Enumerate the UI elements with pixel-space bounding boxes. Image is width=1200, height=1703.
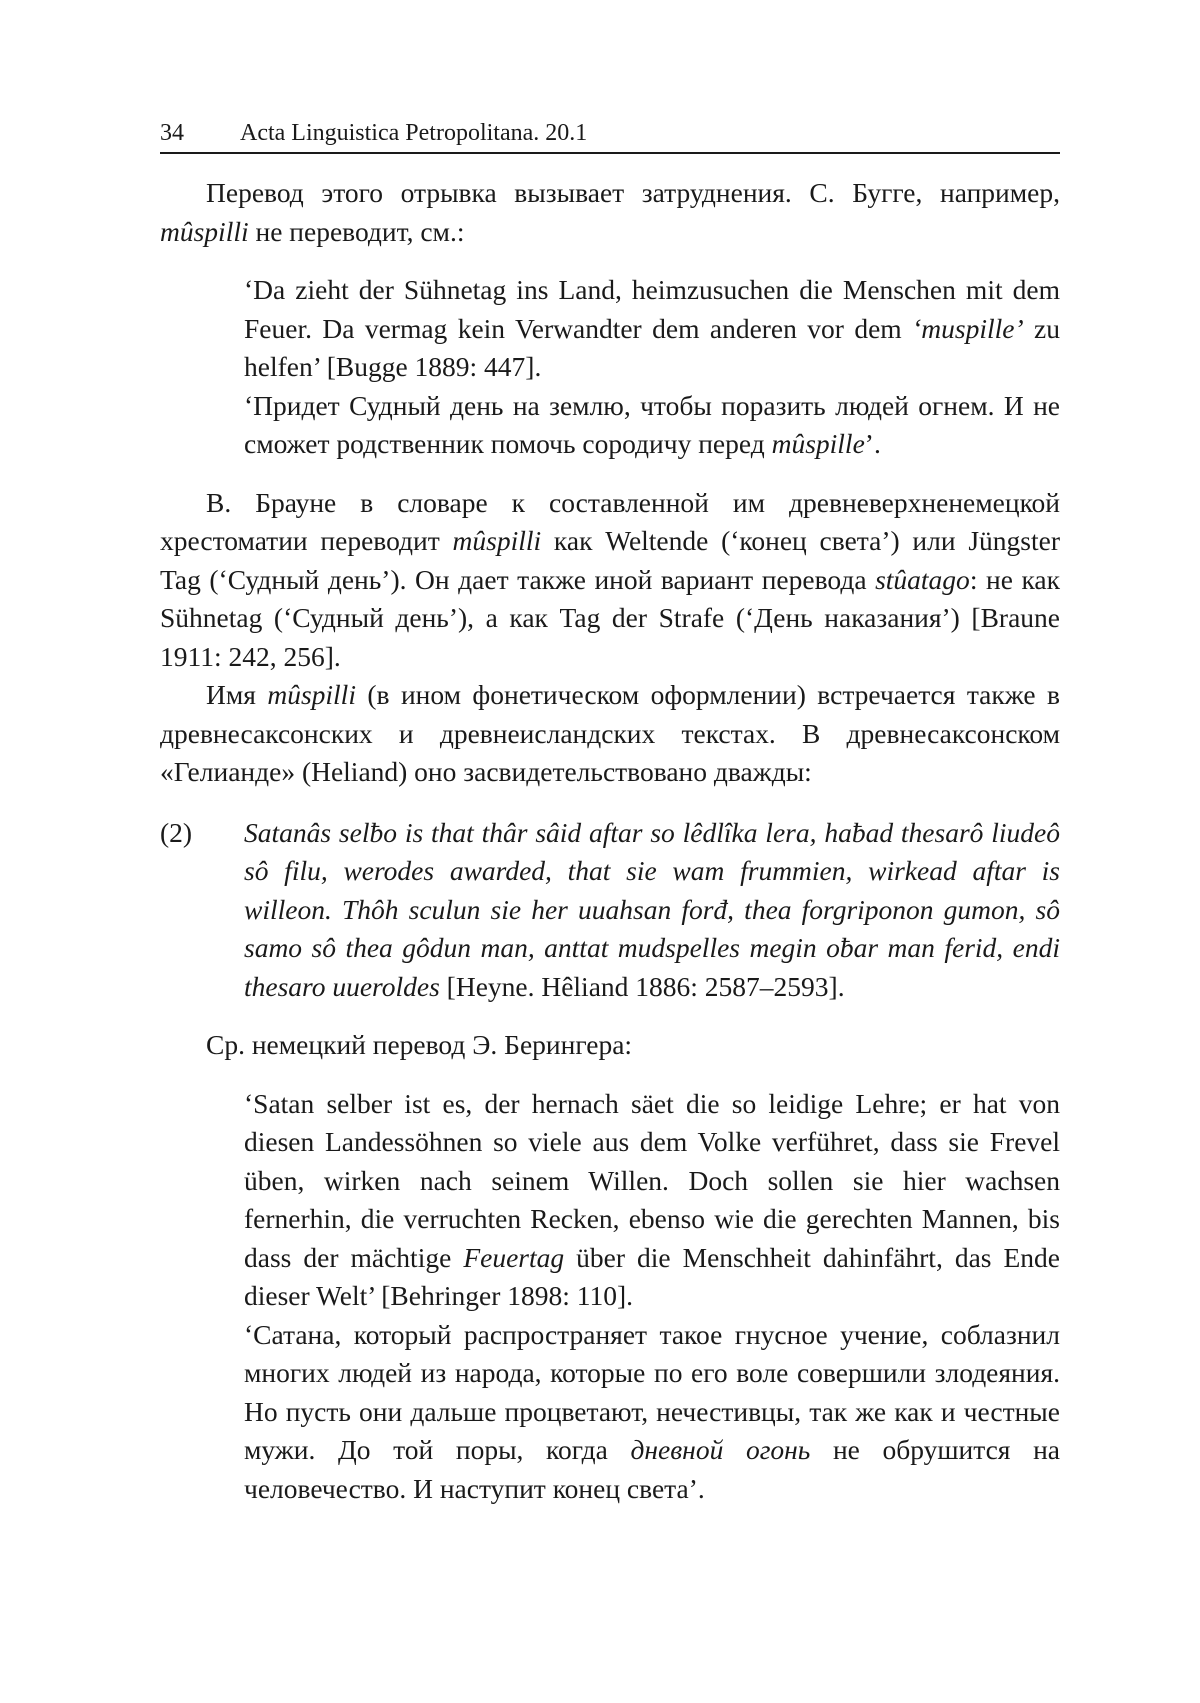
page: [160, 118, 1060, 1508]
main-text: [160, 174, 1060, 1508]
text-run: Имя: [206, 679, 268, 710]
italic-term: Feuertag: [463, 1241, 565, 1273]
paragraph-braune: [160, 484, 1060, 677]
example-heliand-text: [244, 814, 1060, 1007]
quote-behringer-russian: [160, 1316, 1060, 1509]
running-header: [160, 118, 1060, 154]
text-run: [Heyne. Hêliand 1886: 2587–2593].: [439, 970, 845, 1002]
text-run: (в ином фонетическом оформлении) встречается также в древнесаксонских и древнеисландских текстах. В древнесаксонском «Гелианде» (Heliand) оно засвидетельствовано дважды:: [160, 679, 1060, 787]
text-run: ‘Сатана, который распространяет такое гнусное учение, соблазнил многих людей из народа, которые по его воле совершили злодеяния. Но пусть они дальше процветают, нечестивцы, так же как и честные мужи. До той поры, когда: [244, 1318, 1060, 1465]
italic-term: ‘muspille’: [912, 312, 1024, 344]
quote-bugge-german: [160, 271, 1060, 387]
italic-term: mûspilli: [267, 679, 356, 710]
journal-title: Acta Linguistica Petropolitana. 20.1: [240, 120, 588, 146]
italic-term: mûspilli: [452, 525, 542, 556]
text-run: ’.: [864, 428, 881, 459]
italic-term: дневной огонь: [630, 1434, 811, 1465]
text-run: über die Menschheit dahinfährt, das Ende dieser Welt’ [Behringer 1898: 110].: [244, 1241, 1061, 1311]
text-run: ‘Придет Судный день на землю, чтобы поразить людей огнем. И не сможет родственник помочь сородичу перед: [244, 389, 1060, 459]
italic-term: mûspille: [771, 428, 865, 459]
example-2: [160, 814, 1060, 1007]
text-run: zu helfen’ [Bugge 1889: 447].: [244, 312, 1060, 382]
paragraph-muspilli-saxon: [160, 676, 1060, 792]
italic-term: stûatago: [875, 563, 970, 595]
text-run: Перевод этого отрывка вызывает затруднения. С. Бугге, например,: [206, 177, 1060, 208]
text-run: ‘Satan selber ist es, der hernach säet die so leidige Lehre; er hat von diesen Landessöhnen so viele aus dem Volke verführet, dass sie Frevel üben, wirken nach seinem Willen. Doch sollen sie hier wachsen fernerhin, die verruchten Recken, ebenso wie die gerechten Mannen, bis dass der mächtige: [244, 1087, 1060, 1273]
quote-behringer-german: [160, 1085, 1060, 1316]
paragraph-behringer-intro: Ср. немецкий перевод Э. Берингера:: [206, 1029, 633, 1060]
quote-bugge-russian: [160, 387, 1060, 464]
text-run: не обрушится на человечество. И наступит конец света’.: [244, 1434, 1060, 1504]
text-run: В. Брауне в словаре к составленной им древневерхненемецкой хрестоматии переводит: [160, 486, 1060, 556]
italic-old-saxon: Satanâs selƀo is that thâr sâid aftar so lêdlîka lera, haƀad thesarô liudeô sô filu, werodes awarded, that sie wam frummien, wirkead aftar is willeon. Thôh sculun sie her uuahsan forđ, thea forgriponon gumon, sô samo sô thea gôdun man, anttat mudspelles megin oƀar man ferid, endi thesaro uueroldes: [244, 816, 1060, 1002]
italic-term: mûspilli: [160, 215, 249, 247]
example-number: (2): [160, 816, 193, 848]
text-run: не переводит, см.:: [248, 215, 465, 247]
text-run: ‘Da zieht der Sühnetag ins Land, heimzusuchen die Menschen mit dem Feuer. Da vermag kein Verwandter dem anderen vor dem: [244, 274, 1060, 344]
text-run: как Weltende (‘конец света’) или Jüngster Tag (‘Судный день’). Он дает также иной вариант перевода: [160, 525, 1060, 595]
text-run: : не как Sühnetag (‘Судный день’), а как Tag der Strafe (‘День наказания’) [Braune 1911: 242, 256].: [160, 563, 1060, 672]
paragraph-bugge-intro: [160, 174, 1060, 251]
page-number: 34: [160, 120, 184, 146]
